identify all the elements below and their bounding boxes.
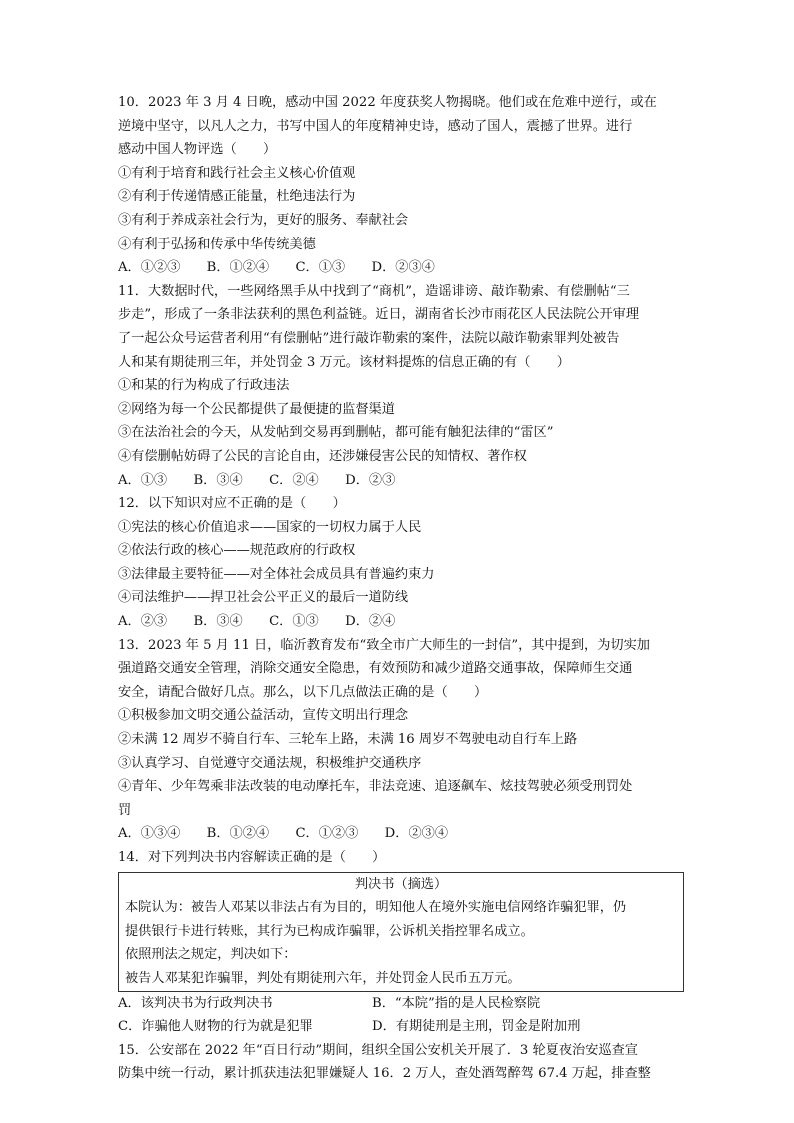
judgment-line: 被告人邓某犯诈骗罪，判处有期徒刑六年，并处罚金人民币五万元。 [125,970,521,986]
statement-item: ①积极参加文明交通公益活动，宣传文明出行理念 [118,708,409,724]
statement-item: ②网络为每一个公民都提供了最便捷的监督渠道 [118,401,395,417]
question-stem-line: 强道路交通安全管理，消除交通安全隐患，有效预防和减少道路交通事故，保障师生交通 [118,661,633,677]
question-12 [118,492,684,634]
question-stem-line: 13．2023 年 5 月 11 日，临沂教育发布“致全市广大师生的一封信”，其中提到，为切实加 [118,637,650,653]
question-15 [118,1039,684,1086]
judgment-title: 判决书（摘选） [354,876,448,892]
question-stem-line: 人和某有期徒刑三年，并处罚金 3 万元。该材料提炼的信息正确的有（ ） [118,354,570,370]
statement-item: ③在法治社会的今天，从发帖到交易再到删帖，都可能有触犯法律的“雷区” [118,425,554,441]
question-stem-line: 步走”，形成了一条非法获利的黑色利益链。近日，湖南省长沙市雨花区人民法院公开审理 [118,307,640,323]
question-stem-line: 10．2023 年 3 月 4 日晚，感动中国 2022 年度获奖人物揭晓。他们或在危难中逆行，或在 [118,95,657,110]
question-stem-line: 15．公安部在 2022 年“百日行动”期间，组织全国公安机关开展了．3 轮夏夜治安巡查宣 [118,1042,638,1058]
question-stem-line: 安全，请配合做好几点。那么，以下几点做法正确的是（ ） [118,684,488,700]
answer-options: A．①③ B．③④ C．②④ D．②③ [118,472,396,488]
answer-options: A．②③ B．③④ C．①③ D．②④ [118,614,396,630]
judgment-line: 提供银行卡进行转账，其行为已构成诈骗罪，公诉机关指控罪名成立。 [125,923,534,939]
question-stem-line: 11．大数据时代，一些网络黑手从中找到了“商机”，造谣诽谤、敲诈勒索、有偿删帖“三 [118,283,630,299]
question-14 [118,846,684,1039]
statement-item: 罚 [118,802,132,818]
statement-item: ④青年、少年驾乘非法改装的电动摩托车，非法竞速、追逐飙车、炫技驾驶必须受刑罚处 [118,779,633,795]
judgment-line: 本院认为：被告人邓某以非法占有为目的，明知他人在境外实施电信网络诈骗犯罪，仍 [125,900,627,916]
question-10 [118,91,684,280]
answer-options: A．①③④ B．①②④ C．①②③ D．②③④ [118,826,449,842]
answer-options [118,1015,684,1039]
option-a: A．该判决书为行政判决书 [118,995,273,1011]
statement-item: ②依法行政的核心——规范政府的行政权 [118,543,356,559]
option-d: D．有期徒刑是主刑，罚金是附加刑 [372,1019,581,1035]
statement-item: ④司法维护——捍卫社会公平正义的最后一道防线 [118,590,409,606]
answer-options [118,992,684,1016]
question-stem-line: 逆境中坚守，以凡人之力，书写中国人的年度精神史诗，感动了国人，震撼了世界。进行 [118,118,633,134]
statement-item: ①和某的行为构成了行政违法 [118,378,290,394]
option-b: B．“本院”指的是人民检察院 [372,995,541,1011]
statement-item: ①有利于培育和践行社会主义核心价值观 [118,165,356,181]
option-c: C．诈骗他人财物的行为就是犯罪 [118,1019,313,1035]
question-stem-line: 感动中国人物评选（ ） [118,142,277,158]
statement-item: ③有利于养成亲社会行为，更好的服务、奉献社会 [118,212,409,228]
exam-page-content [118,91,684,1086]
statement-item: ②有利于传递情感正能量，杜绝违法行为 [118,189,356,205]
question-13 [118,634,684,846]
question-stem-line: 了一起公众号运营者利用“有偿删帖”进行敲诈勒索的案件，法院以敲诈勒索罪判处被告 [118,330,620,346]
answer-options: A．①②③ B．①②④ C．①③ D．②③④ [118,260,435,276]
question-11 [118,280,684,492]
statement-item: ③法律最主要特征——对全体社会成员具有普遍约束力 [118,566,435,582]
judgment-line: 依照刑法之规定，判决如下： [125,947,297,963]
question-stem-line: 防集中统一行动，累计抓获违法犯罪嫌疑人 16．2 万人，查处酒驾醉驾 67.4 万起，排查整 [118,1066,651,1082]
question-stem-line: 14．对下列判决书内容解读正确的是（ ） [118,850,386,865]
question-stem-line: 12．以下知识对应不正确的是（ ） [118,496,346,512]
statement-item: ①宪法的核心价值追求——国家的一切权力属于人民 [118,519,422,535]
statement-item: ③认真学习、自觉遵守交通法规，积极维护交通秩序 [118,755,422,771]
statement-item: ④有利于弘扬和传承中华传统美德 [118,236,316,252]
statement-item: ②未满 12 周岁不骑自行车、三轮车上路，未满 16 周岁不驾驶电动自行车上路 [118,732,578,748]
statement-item: ④有偿删帖妨碍了公民的言论自由，还涉嫌侵害公民的知情权、著作权 [118,448,527,464]
judgment-excerpt-box [118,872,684,992]
